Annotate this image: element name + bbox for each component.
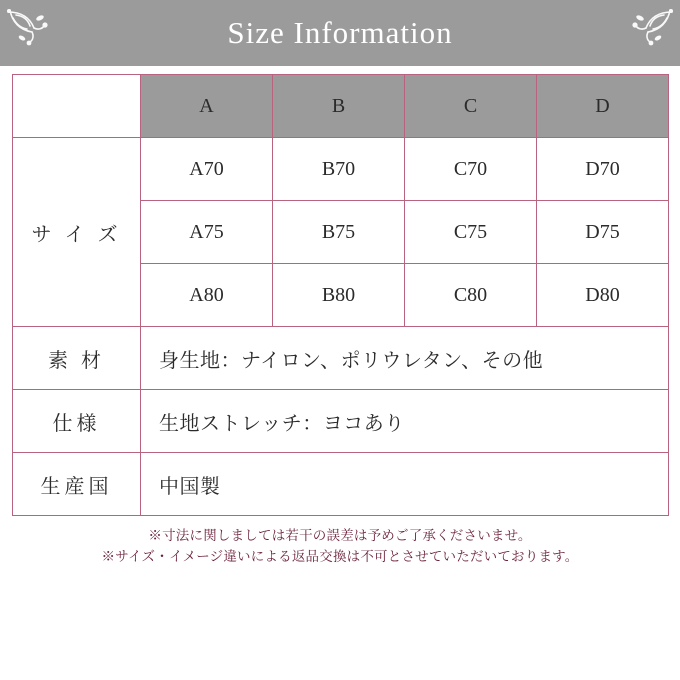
table-row [13, 453, 669, 516]
size-cell: D75 [537, 201, 669, 264]
spec-label: 仕様 [13, 390, 141, 453]
size-table-container [0, 66, 680, 516]
note-line: ※寸法に関しましては若干の誤差は予めご了承くださいませ。 [148, 528, 532, 543]
column-header-a: A [141, 75, 273, 138]
column-header-b: B [273, 75, 405, 138]
table-row [13, 327, 669, 390]
page-title: Size Information [227, 15, 453, 50]
size-cell: C70 [405, 138, 537, 201]
size-cell: C75 [405, 201, 537, 264]
table-row [13, 390, 669, 453]
table-row [13, 138, 669, 201]
table-header-row [13, 75, 669, 138]
floral-ornament-icon [618, 6, 676, 56]
column-header-d: D [537, 75, 669, 138]
size-cell: B75 [273, 201, 405, 264]
size-table [12, 74, 669, 516]
size-cell: A80 [141, 264, 273, 327]
page-header [0, 0, 680, 66]
note-line: ※サイズ・イメージ違いによる返品交換は不可とさせていただいております。 [101, 548, 579, 564]
spec-value: 生地ストレッチ：ヨコあり [141, 390, 669, 453]
column-header-c: C [405, 75, 537, 138]
table-corner-blank [13, 75, 141, 138]
origin-value: 中国製 [141, 453, 669, 516]
size-cell: A70 [141, 138, 273, 201]
size-cell: D80 [537, 264, 669, 327]
size-cell: D70 [537, 138, 669, 201]
material-value: 身生地：ナイロン、ポリウレタン、その他 [141, 327, 669, 390]
notes-section [0, 516, 680, 568]
floral-ornament-icon [4, 6, 62, 56]
size-cell: C80 [405, 264, 537, 327]
material-label: 素 材 [13, 327, 141, 390]
size-cell: B80 [273, 264, 405, 327]
size-row-label: サ イ ズ [13, 138, 141, 327]
size-cell: B70 [273, 138, 405, 201]
size-cell: A75 [141, 201, 273, 264]
origin-label: 生産国 [13, 453, 141, 516]
